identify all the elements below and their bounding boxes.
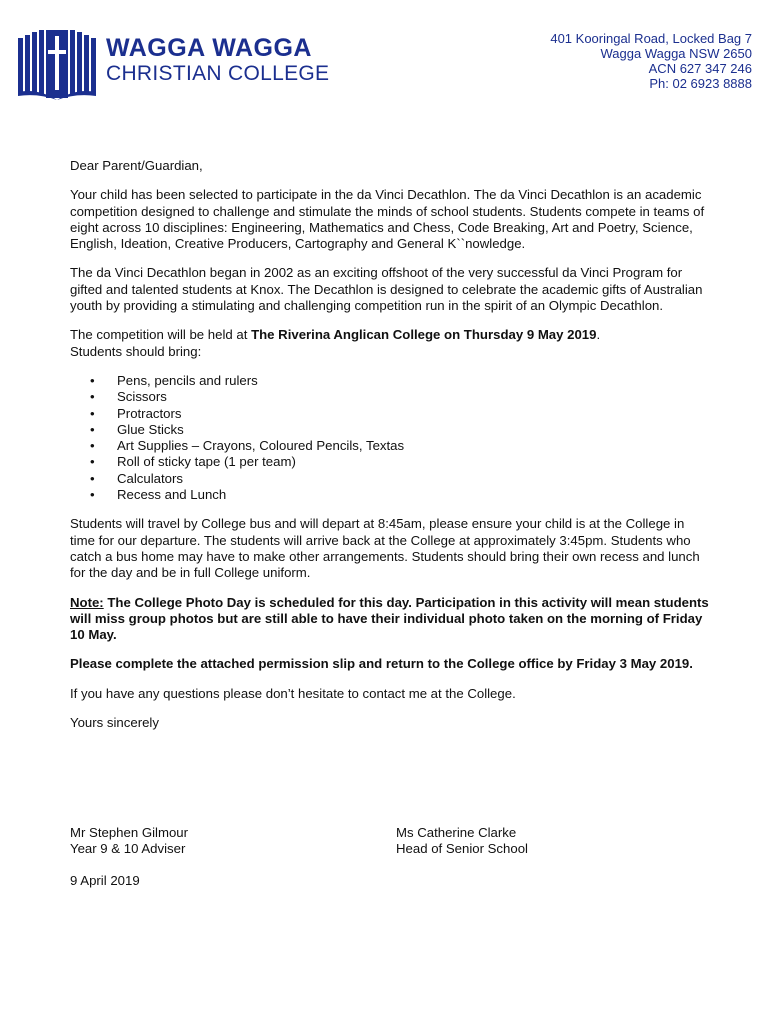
signature-left bbox=[70, 825, 188, 858]
logo-line2: CHRISTIAN COLLEGE bbox=[106, 62, 330, 85]
signatory-name: Ms Catherine Clarke bbox=[396, 825, 517, 840]
college-logo-text bbox=[106, 34, 329, 86]
venue-bold: The Riverina Anglican College on Thursday 9 May 2019 bbox=[251, 327, 597, 343]
letter-date: 9 April 2019 bbox=[70, 873, 140, 888]
travel-paragraph: Students will travel by College bus and will depart at 8:45am, please ensure your child is at the College in time for our departure. The students will arrive back at the College at approximately 3:45pm. Students who catch a bus home may have to make other arrangements. Students should bring their own recess and lunch for the day and be in full College uniform. bbox=[70, 516, 700, 581]
list-item: • Calculators bbox=[90, 471, 710, 487]
list-item: • Glue Sticks bbox=[90, 422, 710, 438]
bring-intro: Students should bring: bbox=[70, 343, 202, 359]
address-line: Wagga Wagga NSW 2650 bbox=[600, 46, 752, 61]
address-line: Ph: 02 6923 8888 bbox=[649, 76, 752, 91]
bible-cross-logo-icon bbox=[18, 30, 96, 100]
permission-paragraph: Please complete the attached permission slip and return to the College office by Friday 3 May 2019. bbox=[70, 656, 693, 672]
signatory-title: Year 9 & 10 Adviser bbox=[70, 841, 186, 857]
college-address bbox=[550, 31, 752, 91]
address-line: ACN 627 347 246 bbox=[648, 61, 752, 76]
list-item: • Scissors bbox=[90, 389, 710, 405]
note-text: The College Photo Day is scheduled for this day. Participation in this activity will mean students will miss group photos but are still able to have their individual photo taken on the morning of Friday 10 May. bbox=[70, 594, 709, 643]
list-item: • Protractors bbox=[90, 406, 710, 422]
questions-paragraph: If you have any questions please don’t hesitate to contact me at the College. bbox=[70, 685, 516, 701]
history-paragraph: The da Vinci Decathlon began in 2002 as an exciting offshoot of the very successful da Vinci Program for gifted and talented students at Knox. The Decathlon is designed to celebrate the academic gifts of Australian youth by providing a stimulating and challenging competition run in the spirit of an Olympic Decathlon. bbox=[70, 265, 703, 314]
note-paragraph bbox=[70, 595, 710, 644]
venue-text-post: . bbox=[596, 327, 601, 343]
salutation: Dear Parent/Guardian, bbox=[70, 158, 203, 173]
list-item: • Roll of sticky tape (1 per team) bbox=[90, 454, 710, 470]
list-item: • Pens, pencils and rulers bbox=[90, 373, 710, 389]
items-list bbox=[70, 373, 710, 503]
letter-body bbox=[70, 158, 710, 744]
signature-right bbox=[396, 825, 528, 858]
logo-line1: WAGGA WAGGA bbox=[106, 34, 312, 62]
closing: Yours sincerely bbox=[70, 715, 159, 731]
note-label: Note: bbox=[70, 594, 104, 610]
list-item: • Art Supplies – Crayons, Coloured Pencils, Textas bbox=[90, 438, 710, 454]
signatory-title: Head of Senior School bbox=[396, 841, 528, 857]
signatory-name: Mr Stephen Gilmour bbox=[70, 825, 188, 840]
list-item: • Recess and Lunch bbox=[90, 487, 710, 503]
address-line: 401 Kooringal Road, Locked Bag 7 bbox=[550, 31, 752, 46]
venue-text-pre: The competition will be held at bbox=[70, 327, 252, 343]
letterhead bbox=[0, 0, 770, 110]
intro-paragraph: Your child has been selected to participate in the da Vinci Decathlon. The da Vinci Decathlon is an academic competition designed to challenge and stimulate the minds of school students. Students compete in teams of eight across 10 disciplines: Engineering, Mathematics and Chess, Code Breaking, Art and Poetry, Science, English, Ideation, Creative Producers, Cartography and General K``nowledge. bbox=[70, 187, 705, 252]
venue-paragraph bbox=[70, 327, 710, 360]
